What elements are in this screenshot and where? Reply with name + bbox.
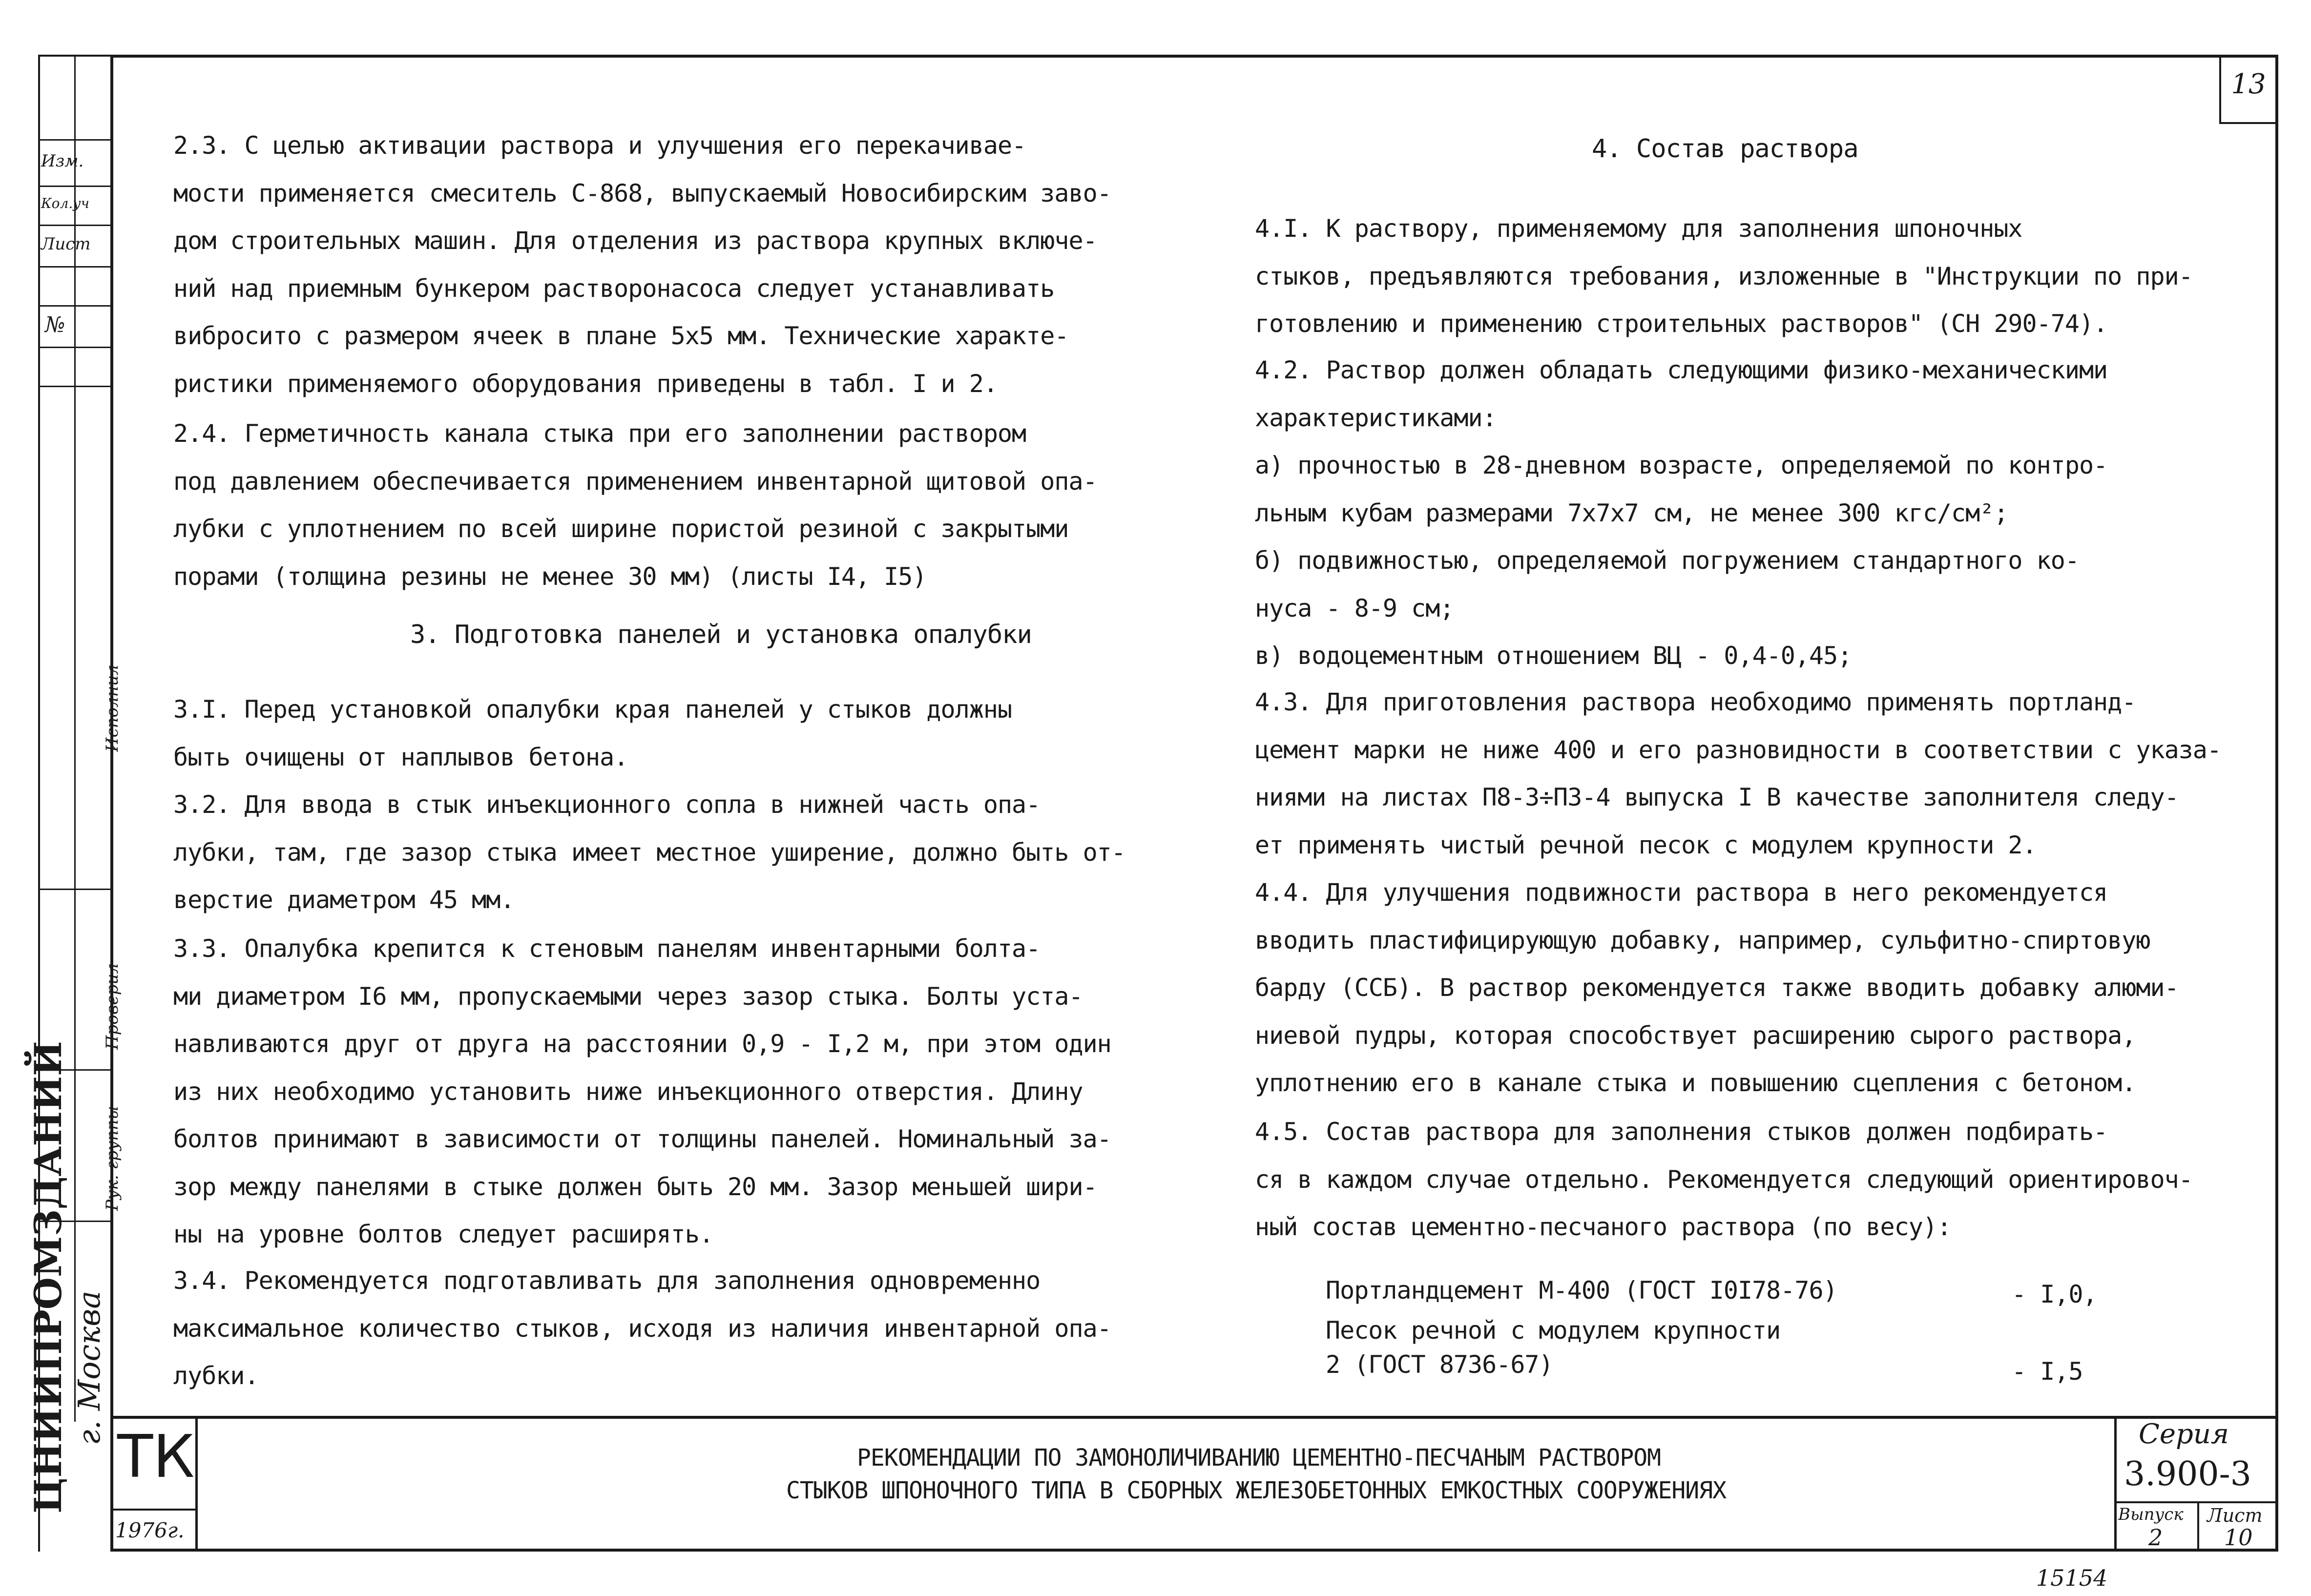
paragraph-3-1: 3.I. Перед установкой опалубки края панелей у стыков должны быть очищены от наплывов бетона. xyxy=(173,695,1012,771)
paragraph-3-2: 3.2. Для ввода в стык инъекционного сопла в нижней часть опа- лубки, там, где зазор стыка имеет местное уширение, должно быть от- верстие диаметром 45 мм. xyxy=(173,790,1125,914)
title-block-code-row xyxy=(110,1509,197,1511)
stamp-cell-group: Рук. группы xyxy=(103,1106,122,1211)
title-block-issue-sep xyxy=(2197,1501,2199,1552)
title-block-issue-value: 2 xyxy=(2148,1524,2163,1551)
title-block-series-sep xyxy=(2114,1416,2117,1552)
stamp-row-6 xyxy=(38,347,112,348)
mix-item-name: Портландцемент М-400 (ГОСТ I0I78-76) xyxy=(1326,1276,1837,1305)
stamp-row-8 xyxy=(38,889,112,890)
title-block-sheet-value: 10 xyxy=(2224,1524,2253,1551)
frame-left-line xyxy=(110,55,113,1549)
paragraph-4-4: 4.4. Для улучшения подвижности раствора в него рекомендуется вводить пластифицирующую добавку, например, сульфитно-спиртовую барду (ССБ). В раствор рекомендуется также вводить добавку алюми- ниевой пудры, которая способствует расширению сырого раствора, уплотнению его в канале стыка и повышению сцепления с бетоном. xyxy=(1255,878,2179,1097)
title-block-issue-label: Выпуск xyxy=(2118,1505,2184,1524)
stamp-row-5 xyxy=(38,305,112,307)
mix-item-value: - I,0, xyxy=(2012,1280,2097,1308)
mix-item-name: Песок речной с модулем крупности 2 (ГОСТ 8736-67) xyxy=(1326,1316,1781,1379)
mix-item-value: - I,5 xyxy=(2012,1357,2083,1386)
stamp-row-4 xyxy=(38,266,112,268)
section-4-heading: 4. Состав раствора xyxy=(1592,134,1858,164)
stamp-margin-label-2: Кол.уч xyxy=(41,195,89,211)
stamp-cell-executed: Исполнил xyxy=(103,664,122,752)
paragraph-4-2-c: в) водоцементным отношением ВЦ - 0,4-0,45; xyxy=(1255,642,1852,670)
paragraph-2-3: 2.3. С целью активации раствора и улучшения его перекачивае- мости применяется смеситель С-868, выпускаемый Новосибирским заво- дом строительных машин. Для отделения из раствора крупных включе- ний над приемным бункером растворонасоса следует устанавливать вибросито с размером ячеек в плане 5х5 мм. Технические характе- ристики применяемого оборудования приведены в табл. I и 2. xyxy=(173,131,1111,398)
stamp-row-1 xyxy=(38,139,112,141)
section-3-heading: 3. Подготовка панелей и установка опалубки xyxy=(410,620,1032,649)
frame-bottom-line xyxy=(110,1549,2278,1552)
title-block-sheet-label: Лист xyxy=(2207,1505,2263,1526)
title-block-code: ТК xyxy=(117,1423,195,1491)
title-block-title-line-2: СТЫКОВ ШПОНОЧНОГО ТИПА В СБОРНЫХ ЖЕЛЕЗОБЕТОННЫХ ЕМКОСТНЫХ СООРУЖЕНИЯХ xyxy=(786,1477,1726,1504)
stamp-org: ЦНИИПРОМЗДАНИЙ xyxy=(26,1041,70,1513)
stamp-margin-label-1: Изм. xyxy=(41,151,84,171)
title-block-top xyxy=(110,1416,2278,1419)
stamp-row-3 xyxy=(38,225,112,226)
paragraph-2-4: 2.4. Герметичность канала стыка при его заполнении раствором под давлением обеспечивается применением инвентарной щитовой опа- лубки с уплотнением по всей ширине пористой резиной с закрытыми порами (толщина резины не менее 30 мм) (листы I4, I5) xyxy=(173,419,1097,591)
paragraph-4-5: 4.5. Состав раствора для заполнения стыков должен подбирать- ся в каждом случае отдельно. Рекомендуется следующий ориентировоч- ный состав цементно-песчаного раствора (по весу): xyxy=(1255,1118,2193,1241)
paragraph-4-1: 4.I. К раствору, применяемому для заполнения шпоночных стыков, предъявляются требования, изложенные в "Инструкции по при- готовлению и применению строительных растворов" (СН 290-74). xyxy=(1255,214,2193,338)
stamp-margin-label-4: № xyxy=(45,312,65,337)
bottom-number: 15154 xyxy=(2036,1565,2108,1591)
stamp-city: г. Москва xyxy=(71,1290,107,1445)
paragraph-4-2-b: б) подвижностью, определяемой погружением стандартного ко- нуса - 8-9 см; xyxy=(1255,546,2079,622)
frame-top-line xyxy=(112,55,2275,58)
title-block-series-row xyxy=(2114,1501,2278,1503)
frame-right-line xyxy=(2275,55,2278,1552)
stamp-row-2 xyxy=(38,186,112,187)
title-block-title-line-1: РЕКОМЕНДАЦИИ ПО ЗАМОНОЛИЧИВАНИЮ ЦЕМЕНТНО-ПЕСЧАНЫМ РАСТВОРОМ xyxy=(857,1444,1661,1472)
page-number: 13 xyxy=(2231,68,2266,100)
title-block-series-value: 3.900-3 xyxy=(2124,1455,2251,1493)
stamp-inner-line xyxy=(74,55,76,1422)
paragraph-4-2: 4.2. Раствор должен обладать следующими физико-механическими характеристиками: xyxy=(1255,356,2108,432)
paragraph-3-3: 3.3. Опалубка крепится к стеновым панелям инвентарными болта- ми диаметром I6 мм, пропускаемыми через зазор стыка. Болты уста- навливаются друг от друга на расстоянии 0,9 - I,2 м, при этом один из них необходимо установить ниже инъекционного отверстия. Длину болтов принимают в зависимости от толщины панелей. Номинальный за- зор между панелями в стыке должен быть 20 мм. Зазор меньшей шири- ны на уровне болтов следует расширять. xyxy=(173,934,1111,1248)
title-block-code-sep xyxy=(195,1416,198,1552)
stamp-margin-label-3: Лист xyxy=(41,234,91,254)
paragraph-4-2-a: а) прочностью в 28-дневном возрасте, определяемой по контро- льным кубам размерами 7х7х7 см, не менее 300 кгс/см²; xyxy=(1255,451,2108,527)
paragraph-4-3: 4.3. Для приготовления раствора необходимо применять портланд- цемент марки не ниже 400 и его разновидности в соответствии с указа- ниями на листах П8-3÷П3-4 выпуска I В качестве заполнителя следу- ет применять чистый речной песок с модулем крупности 2. xyxy=(1255,688,2221,859)
paragraph-3-4: 3.4. Рекомендуется подготавливать для заполнения одновременно максимальное количество стыков, исходя из наличия инвентарной опа- лубки. xyxy=(173,1266,1111,1390)
stamp-row-7 xyxy=(38,386,112,387)
title-block-year: 1976г. xyxy=(115,1518,185,1542)
stamp-cell-checked: Проверил xyxy=(103,963,122,1050)
title-block-series-label: Серия xyxy=(2139,1418,2229,1450)
